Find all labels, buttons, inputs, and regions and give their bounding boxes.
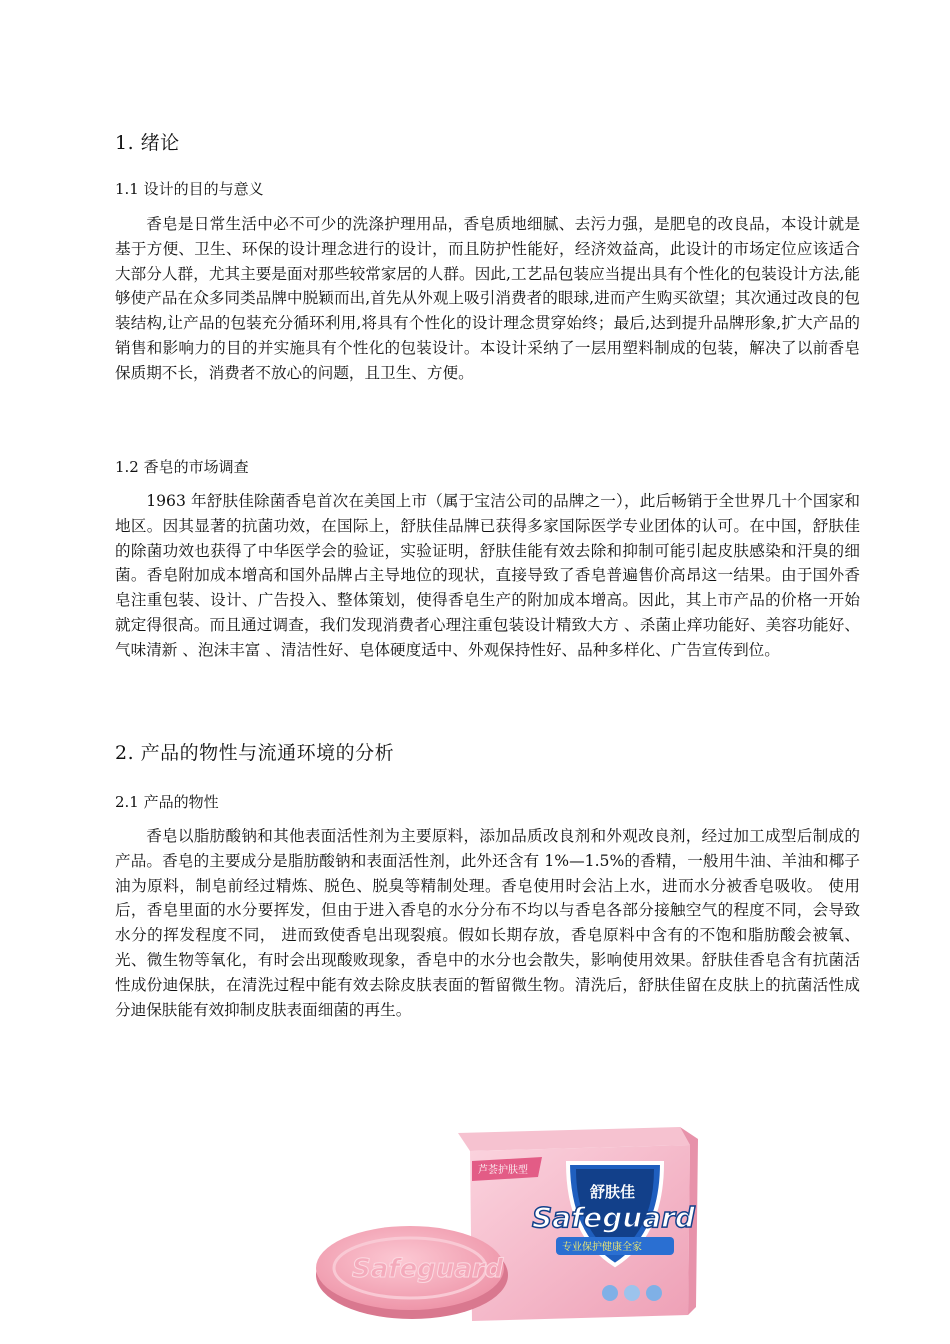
variant-label: 芦荟护肤型: [478, 1165, 528, 1176]
box-brand-en: Safeguard: [532, 1201, 695, 1234]
box-tagline: 专业保护健康全家: [562, 1242, 642, 1253]
subsection-heading-1-1: 1.1 设计的目的与意义: [115, 180, 264, 198]
badge-icon: [646, 1285, 662, 1301]
safeguard-soap-image: [310, 1125, 700, 1325]
section-heading-1: 1. 绪论: [115, 132, 180, 154]
badge-icon: [624, 1285, 640, 1301]
paragraph-2-1: 香皂以脂肪酸钠和其他表面活性剂为主要原料，添加品质改良剂和外观改良剂，经过加工成型后制成的产品。香皂的主要成分是脂肪酸钠和表面活性剂，此外还含有 1%—1.5%的香精，一般用牛油、羊油和椰子油为原料，制皂前经过精炼、脱色、脱臭等精制处理。香皂使用时会沾上水，进而水分被香皂吸收。 使用后，香皂里面的水分要挥发，但由于进入香皂的水分分布不均以与香皂各部分接触空气的程度不同，会导致水分的挥发程度不同， 进而致使香皂出现裂痕。假如长期存放，香皂原料中含有的不饱和脂肪酸会被氧、光、微生物等氧化，有时会出现酸败现象，香皂中的水分也会散失，影响使用效果。舒肤佳香皂含有抗菌活性成份迪保肤，在清洗过程中能有效去除皮肤表面的暂留微生物。清洗后，舒肤佳留在皮肤上的抗菌活性成分迪保肤能有效抑制皮肤表面细菌的再生。: [115, 827, 860, 1019]
badge-icon: [602, 1285, 618, 1301]
paragraph-1-2: 1963 年舒肤佳除菌香皂首次在美国上市（属于宝洁公司的品牌之一），此后畅销于全世界几十个国家和地区。因其显著的抗菌功效，在国际上，舒肤佳品牌已获得多家国际医学专业团体的认可。在中国，舒肤佳的除菌功效也获得了中华医学会的验证，实验证明，舒肤佳能有效去除和抑制可能引起皮肤感染和汗臭的细菌。香皂附加成本增高和国外品牌占主导地位的现状，直接导致了香皂普遍售价高昂这一结果。由于国外香皂注重包装、设计、广告投入、整体策划，使得香皂生产的附加成本增高。因此，其上市产品的价格一开始就定得很高。而且通过调查，我们发现消费者心理注重包装设计精致大方 、杀菌止痒功能好、美容功能好、气味清新 、泡沫丰富 、清洁性好、皂体硬度适中、外观保持性好、品种多样化、广告宣传到位。: [115, 492, 860, 659]
section-heading-2: 2. 产品的物性与流通环境的分析: [115, 742, 395, 764]
subsection-heading-1-2: 1.2 香皂的市场调查: [115, 458, 249, 476]
box-brand-cn: 舒肤佳: [590, 1183, 636, 1201]
soap-bar: [316, 1226, 508, 1319]
soap-emboss: Safeguard: [352, 1254, 504, 1284]
subsection-heading-2-1: 2.1 产品的物性: [115, 793, 219, 811]
paragraph-1-1: 香皂是日常生活中必不可少的洗涤护理用品，香皂质地细腻、去污力强，是肥皂的改良品，本设计就是基于方便、卫生、环保的设计理念进行的设计，而且防护性能好，经济效益高，此设计的市场定位应该适合大部分人群，尤其主要是面对那些较常家居的人群。因此,工艺品包装应当提出具有个性化的包装设计方法,能够使产品在众多同类品牌中脱颖而出,首先从外观上吸引消费者的眼球,进而产生购买欲望；其次通过改良的包装结构,让产品的包装充分循环利用,将具有个性化的设计理念贯穿始终；最后,达到提升品牌形象,扩大产品的销售和影响力的目的并实施具有个性化的包装设计。本设计采纳了一层用塑料制成的包装，解决了以前香皂保质期不长，消费者不放心的问题，且卫生、方便。: [115, 215, 860, 382]
